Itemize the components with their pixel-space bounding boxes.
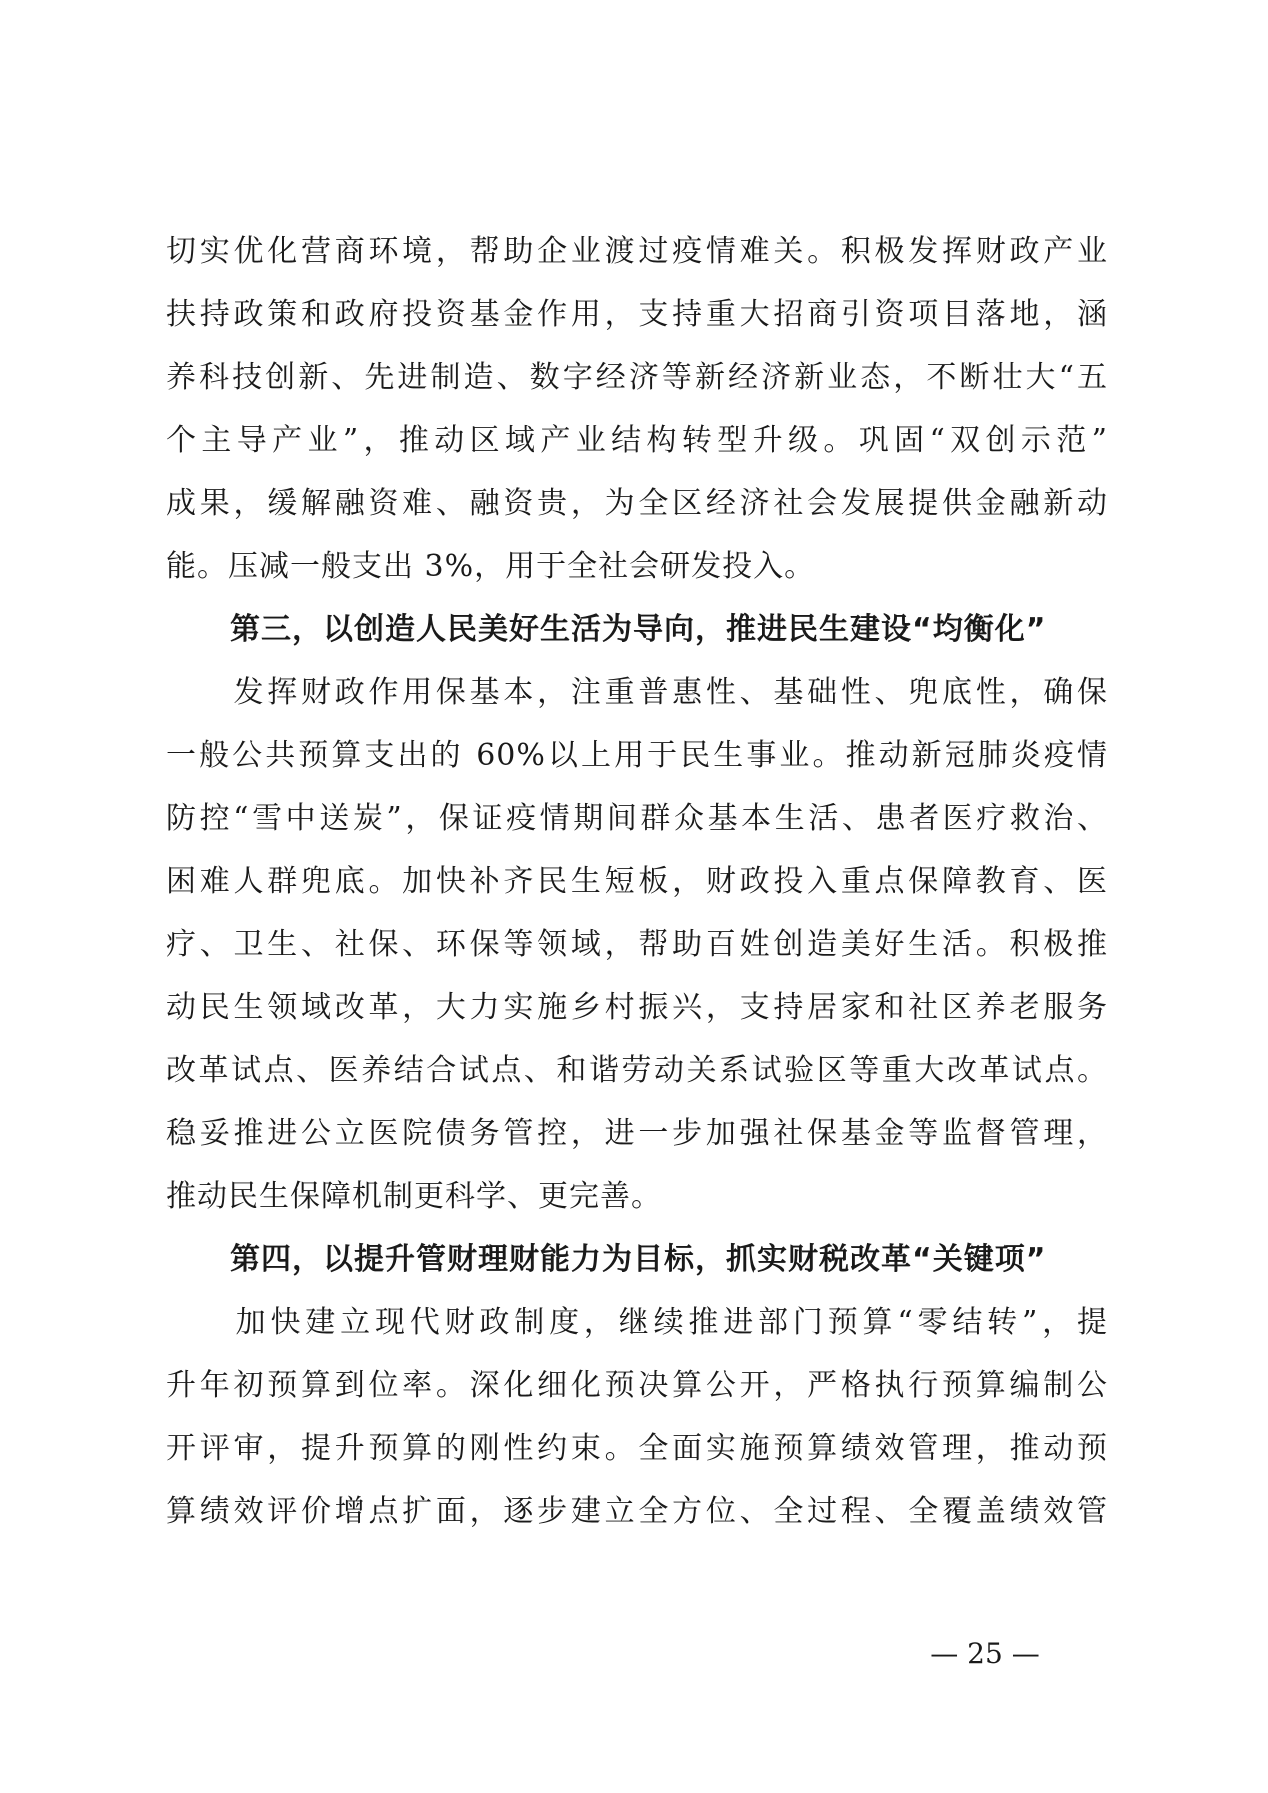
text-line: 防控“雪中送炭”，保证疫情期间群众基本生活、患者医疗救治、 [166,801,1108,836]
text-line: 动民生领域改革，大力实施乡村振兴，支持居家和社区养老服务 [166,990,1108,1025]
text-line: 加快建立现代财政制度，继续推进部门预算“零结转”，提 [166,1305,1108,1340]
text-line: 升年初预算到位率。深化细化预决算公开，严格执行预算编制公 [166,1368,1108,1403]
text-line: 一般公共预算支出的 60%以上用于民生事业。推动新冠肺炎疫情 [166,738,1108,773]
text-line: 发挥财政作用保基本，注重普惠性、基础性、兜底性，确保 [166,675,1108,710]
text-line: 能。压减一般支出 3%，用于全社会研发投入。 [166,549,816,584]
text-line: 切实优化营商环境，帮助企业渡过疫情难关。积极发挥财政产业 [166,234,1108,269]
text-line: 成果，缓解融资难、融资贵，为全区经济社会发展提供金融新动 [166,486,1108,521]
text-line: 养科技创新、先进制造、数字经济等新经济新业态，不断壮大“五 [166,360,1108,395]
page-number: — 25 — [930,1637,1040,1670]
section-heading: 第四，以提升管财理财能力为目标，抓实财税改革“关键项” [230,1242,1047,1277]
text-line: 开评审，提升预算的刚性约束。全面实施预算绩效管理，推动预 [166,1431,1108,1466]
text-line: 个主导产业”，推动区域产业结构转型升级。巩固“双创示范” [166,423,1108,458]
text-line: 稳妥推进公立医院债务管控，进一步加强社保基金等监督管理， [166,1116,1108,1151]
text-line: 算绩效评价增点扩面，逐步建立全方位、全过程、全覆盖绩效管 [166,1494,1108,1529]
text-line: 推动民生保障机制更科学、更完善。 [166,1179,662,1214]
text-line: 困难人群兜底。加快补齐民生短板，财政投入重点保障教育、医 [166,864,1108,899]
section-heading: 第三，以创造人民美好生活为导向，推进民生建设“均衡化” [230,612,1047,647]
text-line: 改革试点、医养结合试点、和谐劳动关系试验区等重大改革试点。 [166,1053,1108,1088]
text-line: 扶持政策和政府投资基金作用，支持重大招商引资项目落地，涵 [166,297,1108,332]
text-line: 疗、卫生、社保、环保等领域，帮助百姓创造美好生活。积极推 [166,927,1108,962]
